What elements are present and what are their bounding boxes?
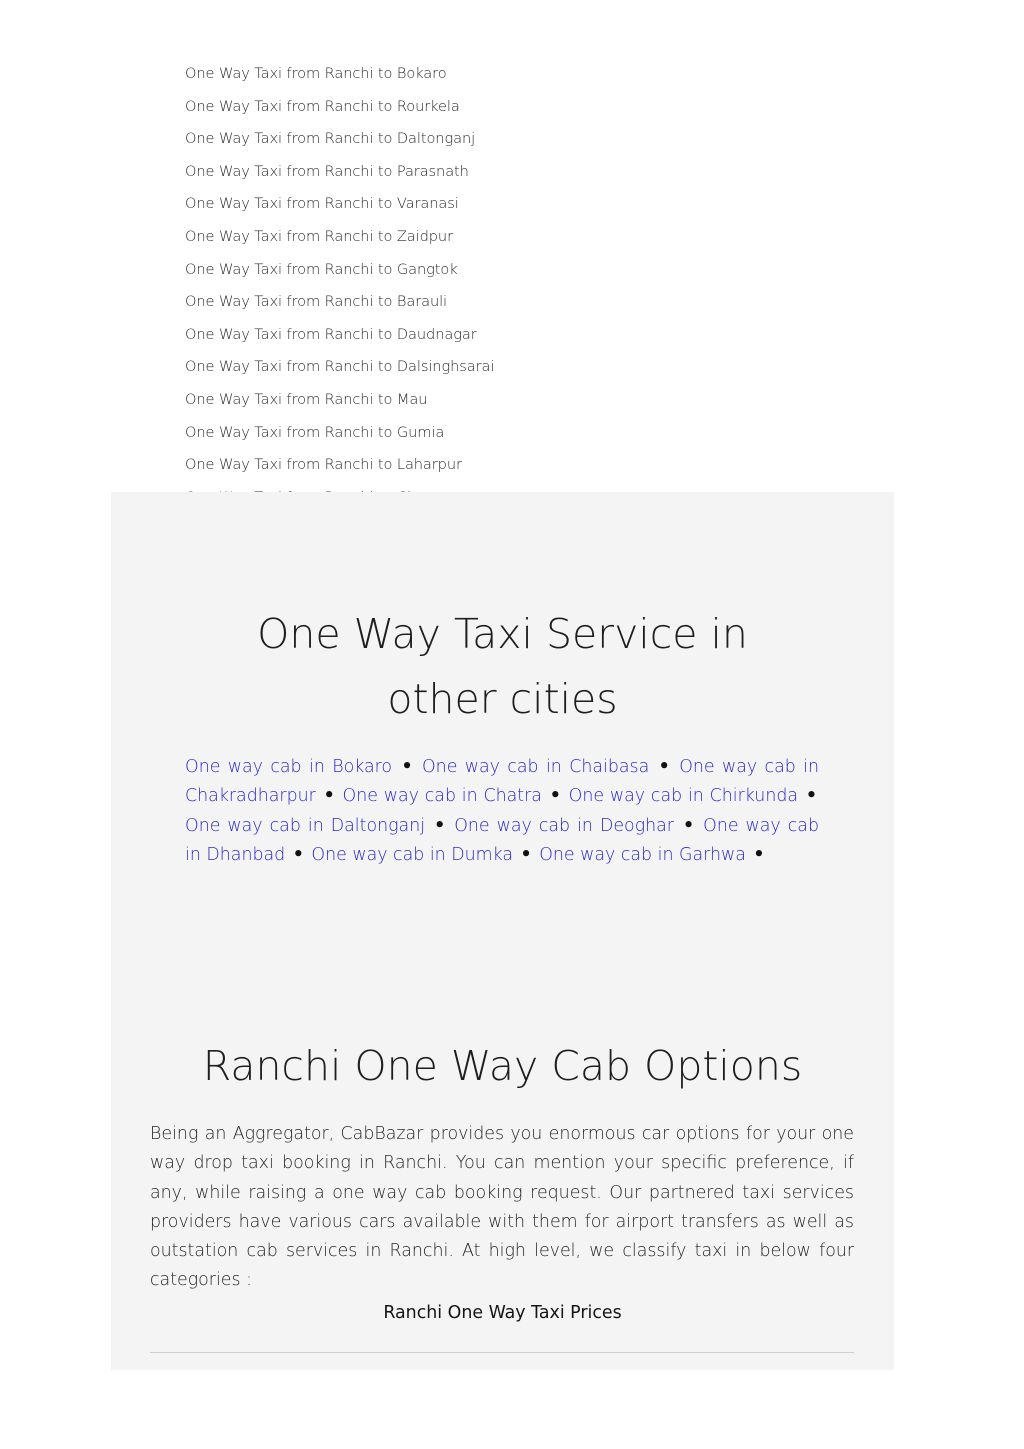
separator-dot: • [323,786,335,807]
prices-caption: Ranchi One Way Taxi Prices [383,1303,622,1323]
route-link[interactable]: One Way Taxi from Ranchi to Mau [185,390,428,408]
separator-dot: • [805,786,817,807]
separator-dot: • [682,815,695,836]
city-link-garhwa[interactable]: One way cab in Garhwa [539,844,746,865]
city-link-daltonganj[interactable]: One way cab in Daltonganj [185,815,426,836]
separator-dot: • [753,844,765,865]
route-link[interactable]: One Way Taxi from Ranchi to Laharpur [185,456,462,474]
separator-dot: • [434,815,446,836]
route-link[interactable]: One Way Taxi from Ranchi to Rourkela [185,97,460,115]
content-panel [111,492,894,1370]
separator-dot: • [520,844,532,865]
city-link-chaibasa[interactable]: One way cab in Chaibasa [421,757,650,777]
route-link[interactable]: One Way Taxi from Ranchi to Gangtok [185,260,458,278]
route-link[interactable]: One Way Taxi from Ranchi to Barauli [185,293,448,311]
city-link-deoghar[interactable]: One way cab in Deoghar [454,815,674,836]
city-links-paragraph [185,753,819,870]
city-link-dhanbad[interactable]: One way cab in Dhanbad [185,815,819,865]
other-cities-heading: One Way Taxi Service in other cities [257,610,748,723]
separator-dot: • [549,786,561,807]
route-link[interactable]: One Way Taxi from Ranchi to Daltonganj [185,130,476,148]
route-link[interactable]: One Way Taxi from Ranchi to Bokaro [185,65,447,82]
city-link-chakradharpur[interactable]: One way cab in Chakradharpur [185,757,820,807]
cab-options-paragraph: Being an Aggregator, CabBazar provides you enormous car options for your one way drop taxi booking in Ranchi. You can mention your specific preference, if any, while raising a one way cab booking request. Our partnered taxi services providers have various cars available with them for airport transfers as well as outstation cab services in Ranchi. At high level, we classify taxi in below four categories : [150,1124,854,1291]
route-link[interactable]: One Way Taxi from Ranchi to Zaidpur [185,227,453,245]
route-link[interactable]: One Way Taxi from Ranchi to Varanasi [185,195,459,213]
separator-dot: • [658,757,670,777]
route-link[interactable]: One Way Taxi from Ranchi to Gumia [185,423,445,441]
city-link-dumka[interactable]: One way cab in Dumka [311,844,513,865]
separator-dot: • [401,757,413,777]
separator-dot: • [292,844,304,865]
divider [150,1352,854,1353]
route-link[interactable]: One Way Taxi from Ranchi to Dalsinghsarai [185,358,495,376]
city-link-chirkunda[interactable]: One way cab in Chirkunda [568,786,799,807]
cab-options-heading: Ranchi One Way Cab Options [202,1042,803,1090]
route-list [185,60,685,498]
city-link-bokaro[interactable]: One way cab in Bokaro [185,757,393,777]
route-link[interactable]: One Way Taxi from Ranchi to Daudnagar [185,325,477,343]
city-link-chatra[interactable]: One way cab in Chatra [342,786,542,807]
route-link[interactable]: One Way Taxi from Ranchi to Parasnath [185,162,469,180]
